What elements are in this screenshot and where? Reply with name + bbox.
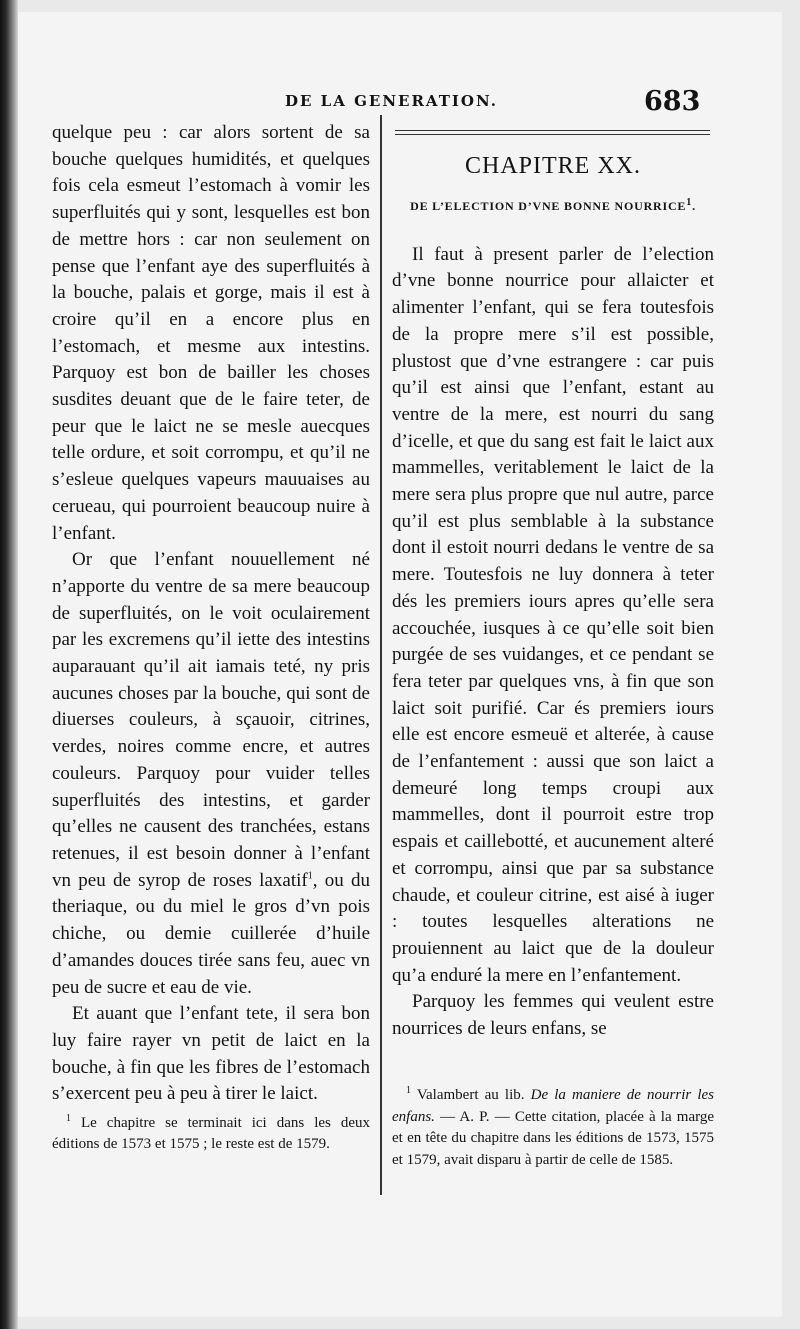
right-footnote-suffix: — A. P. — Cette citation, placée à la marge et en tête du chapitre dans les éditions de 1573, 1575 et 1579, avait disparu à partir de celle de 1585. bbox=[392, 1108, 714, 1168]
footnote-reference: 1 bbox=[307, 870, 313, 882]
running-head: DE LA GENERATION. bbox=[285, 92, 498, 110]
chapter-rule bbox=[395, 130, 710, 135]
chapter-title: CHAPITRE XX. bbox=[464, 153, 641, 179]
chapter-subtitle-text: DE L’ELECTION D’VNE BONNE NOURRICE bbox=[410, 199, 687, 213]
right-paragraph-2: Parquoy les femmes qui veulent estre nourrices de leurs enfans, se bbox=[392, 991, 714, 1040]
chapter-subtitle-period: . bbox=[692, 199, 696, 213]
column-divider bbox=[380, 115, 382, 1195]
right-footnote bbox=[392, 1085, 714, 1171]
left-paragraph-2-text: Or que l’enfant nouuellement né n’apporte du ventre de sa mere beaucoup de superfluités, on le voit oculairement par les excremens qu’il iette des intestins auparauant qu’il ait iamais teté, ny pris aucunes choses par la bouche, qui sont de diuerses couleurs, à sçauoir, citrines, verdes, noires comme encre, et autres couleurs. Parquoy pour vuider telles superfluités des intestins, et garder qu’elles ne causent des tranchées, estans retenues, il est besoin donner à l’enfant vn peu de syrop de roses laxatif bbox=[52, 549, 370, 891]
left-paragraph-2-tail: , ou du theriaque, ou du miel le gros d’vn pois chiche, ou demie cuillerée d’huile d’amandes douces tirée sans feu, auec vn peu de sucre et eau de vie. bbox=[52, 869, 371, 998]
right-footnote-italic: De la maniere de nourrir les enfans. bbox=[392, 1087, 714, 1125]
right-column bbox=[392, 130, 714, 1043]
page-number: 683 bbox=[644, 86, 701, 117]
chapter-subtitle bbox=[392, 193, 714, 220]
left-footnote bbox=[52, 1113, 370, 1155]
left-paragraph-2 bbox=[52, 547, 370, 1001]
left-paragraph-1: quelque peu : car alors sortent de sa bouche quelques humidités, et quelques fois cela esmeut l’estomach à vomir les superfluités qui y sont, lesquelles est bon de mettre hors : car non seulement on pense que l’enfant aye des superfluités à la bouche, palais et gorge, mais il est à croire qu’il en a encore plus en l’estomach, et mesme aux intestins. Parquoy est bon de bailler les choses susdites deuant que de le faire teter, de peur que le laict ne se mesle auecques telle ordure, et soit corrompu, et qu’il ne s’esleue quelques vapeurs mauuaises au cerueau, qui pourroient beaucoup nuire à l’enfant. bbox=[52, 122, 370, 544]
right-footnote-prefix: Valambert au lib. bbox=[416, 1087, 531, 1103]
left-paragraph-3: Et auant que l’enfant tete, il sera bon luy faire rayer vn petit de laict en la bouche, à fin que les fibres de l’estomach s’exercent peu à peu à tirer le laict. bbox=[52, 1003, 370, 1105]
left-footnote-text: Le chapitre se terminait ici dans les deux éditions de 1573 et 1575 ; le reste est de 1579. bbox=[52, 1115, 371, 1152]
right-footnote-marker: 1 bbox=[406, 1085, 411, 1096]
right-paragraph-1: Il faut à present parler de l’election d’vne bonne nourrice pour allaicter et alimenter l’enfant, qui se fera toutesfois de la propre mere s’il est possible, plustost que d’vne estrangere : car puis qu’il est ainsi que l’enfant, estant au ventre de la mere, est nourri du sang d’icelle, et que du sang est fait le laict aux mammelles, veritablement le laict de la mere sera plus propre que nul autre, parce qu’il est plus semblable à la substance dont il estoit nourri dedans le ventre de sa mere. Toutesfois ne luy donnera à teter dés les premiers iours apres qu’elle sera accouchée, iusques à ce qu’elle soit bien purgée de ses vuidanges, et ce pendant se fera teter par quelques vns, à fin que son laict soit purifié. Car és premiers iours elle est encore esmeuë et alterée, à cause de l’enfantement : aussi que son laict a demeuré long temps croupi aux mammelles, dont il pourroit estre trop espais et caillebotté, et aucunement alteré et corrompu, ainsi que par sa substance chaude, et couleur citrine, est aisé à iuger : toutes lesquelles alterations ne prouiennent au laict que de la douleur qu’a enduré la mere en l’enfantement. bbox=[392, 243, 714, 986]
left-column bbox=[52, 120, 370, 1108]
chapter-subtitle-marker: 1 bbox=[686, 197, 693, 208]
left-footnote-marker: 1 bbox=[66, 1113, 71, 1124]
page-binding-shadow bbox=[0, 0, 18, 1329]
